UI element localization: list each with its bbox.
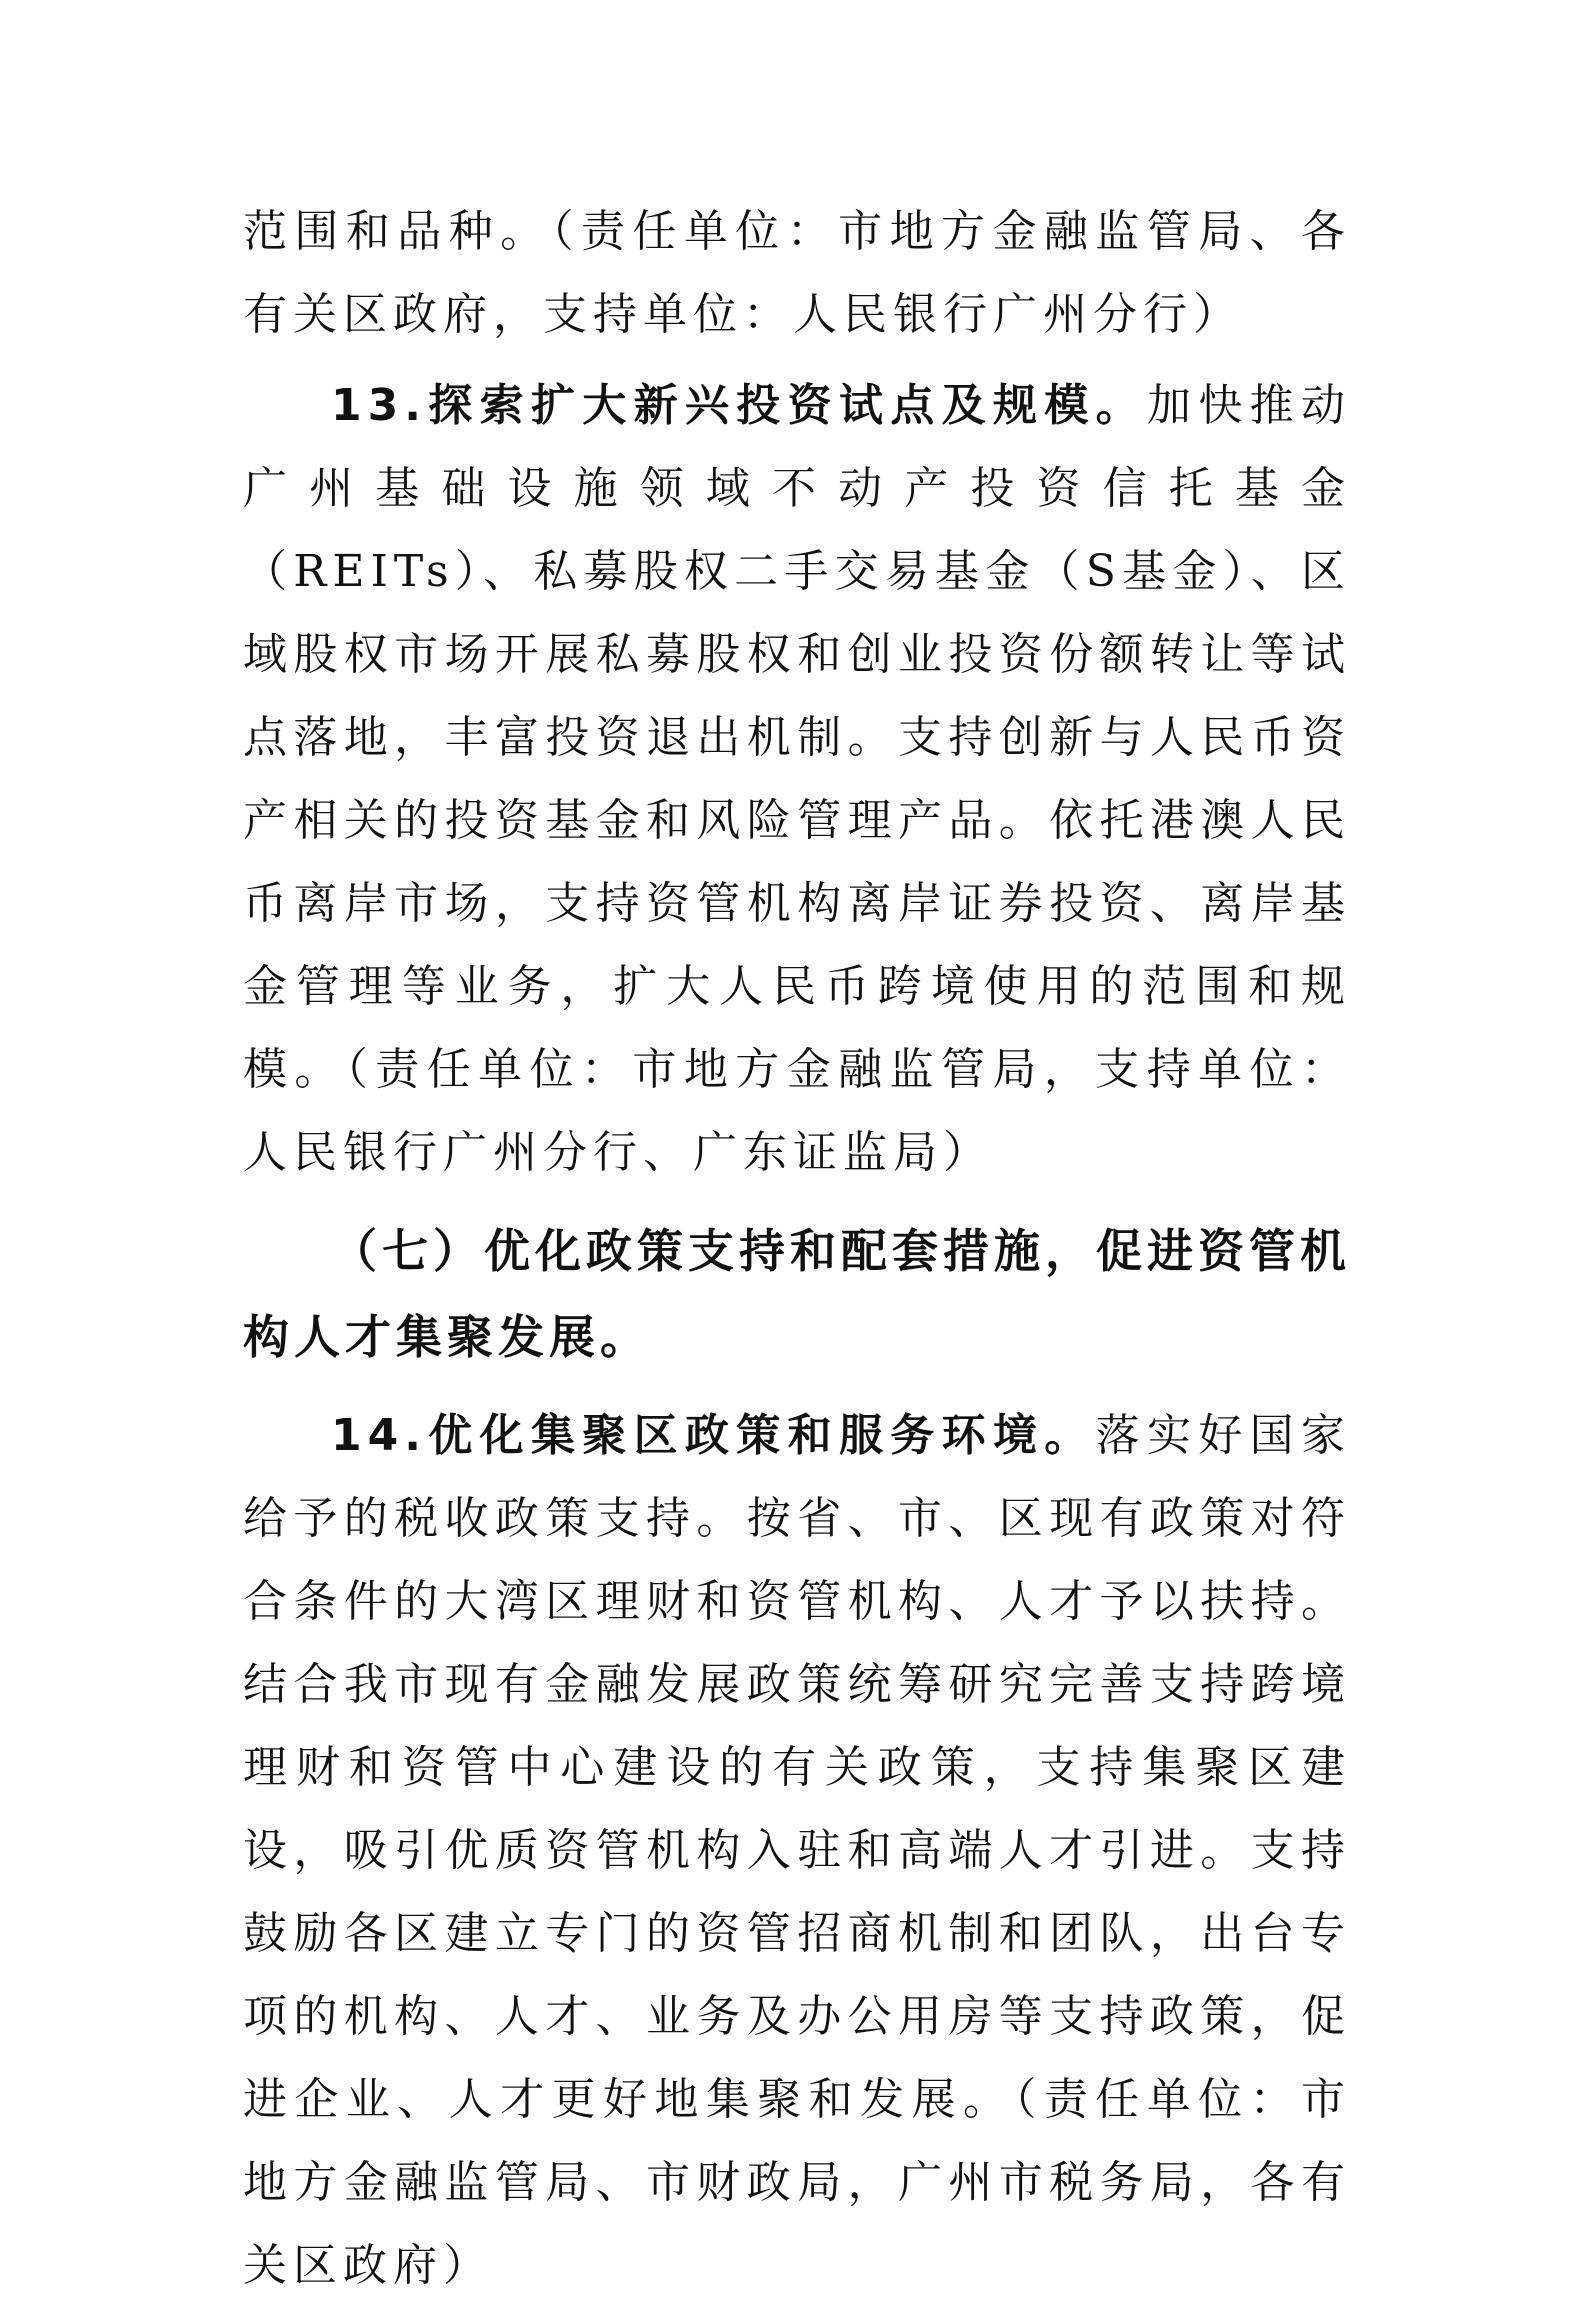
document-page <box>243 190 1351 2307</box>
paragraph-continued: 范围和品种。（责任单位：市地方金融监管局、各有关区政府，支持单位：人民银行广州分行） <box>243 206 1351 340</box>
spacer <box>243 356 1351 364</box>
spacer <box>243 1380 1351 1394</box>
item-14-title: 14.优化集聚区政策和服务环境。 <box>331 1410 1096 1461</box>
item-14-body: 落实好国家给予的税收政策支持。按省、市、区现有政策对符合条件的大湾区理财和资管机构、人才予以扶持。结合我市现有金融发展政策统筹研究完善支持跨境理财和资管中心建设的有关政策，支持集聚区建设，吸引优质资管机构入驻和高端人才引进。支持鼓励各区建立专门的资管招商机制和团队，出台专项的机构、人才、业务及办公用房等支持政策，促进企业、人才更好地集聚和发展。（责任单位：市地方金融监管局、市财政局，广州市税务局，各有关区政府） <box>243 1410 1351 2291</box>
spacer <box>243 1194 1351 1208</box>
paragraph-item-13 <box>243 364 1351 1194</box>
item-13-body: 加快推动广州基础设施领域不动产投资信托基金（REITs）、私募股权二手交易基金（S基金）、区域股权市场开展私募股权和创业投资份额转让等试点落地，丰富投资退出机制。支持创新与人民币资产相关的投资基金和风险管理产品。依托港澳人民币离岸市场，支持资管机构离岸证券投资、离岸基金管理等业务，扩大人民币跨境使用的范围和规模。（责任单位：市地方金融监管局，支持单位：人民银行广州分行、广东证监局） <box>243 380 1351 1178</box>
paragraph-item-14 <box>243 1394 1351 2307</box>
item-13-title: 13.探索扩大新兴投资试点及规模。 <box>331 380 1147 431</box>
section-heading-7: （七）优化政策支持和配套措施，促进资管机构人才集聚发展。 <box>243 1224 1351 1364</box>
